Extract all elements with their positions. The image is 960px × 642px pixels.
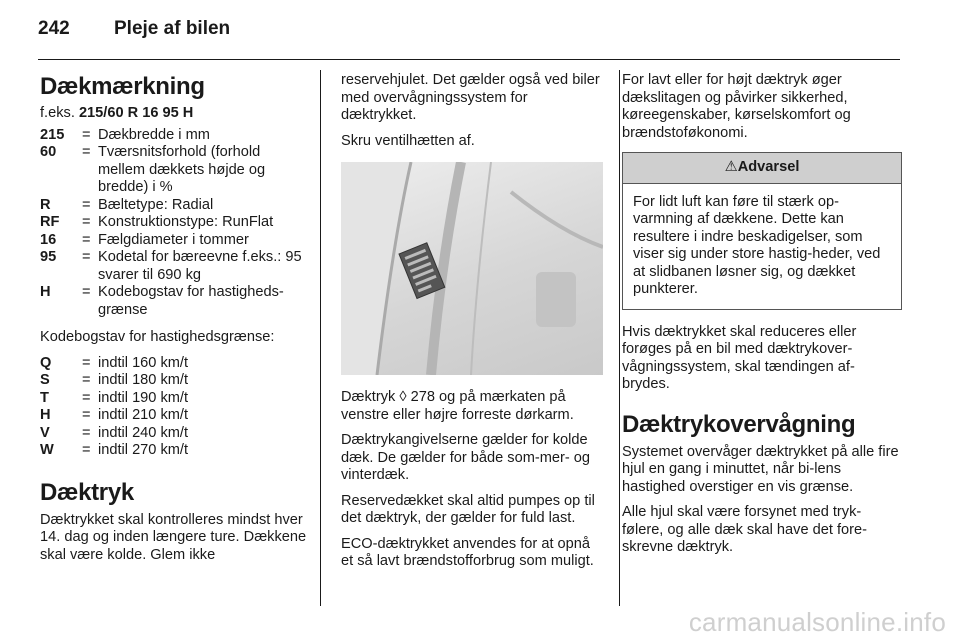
definition-key: Q: [40, 354, 52, 371]
speed-code-row: [40, 355, 308, 373]
speed-code-row: [40, 372, 308, 390]
definition-equals: =: [82, 231, 91, 248]
warning-text: For lidt luft kan føre til stærk op-varmning af dækkene. Dette kan resultere i indre beskadigelser, som viser sig under store hastig-heder, ved at slidbanen løsner sig, og dækket punkterer.: [633, 193, 881, 297]
ignition-off-text: Hvis dæktrykket skal reduceres eller forøges på en bil med dæktrykover-vågningssystem, skal tændingen af-brydes.: [622, 323, 857, 392]
definition-value: indtil 190 km/t: [98, 389, 189, 406]
speed-code-row: [40, 425, 308, 443]
eco-pressure-text: ECO-dæktrykket anvendes for at opnå et så lavt brændstofforbrug som muligt.: [341, 535, 594, 569]
pressure-ref-suffix: 278 og på mærkaten på venstre eller højre forreste dørkarm.: [341, 389, 574, 423]
definition-value: indtil 160 km/t: [98, 354, 189, 371]
definition-equals: =: [82, 372, 91, 388]
tire-code-example: [40, 105, 308, 123]
marking-definition-row: [40, 197, 308, 215]
speed-code-definitions: [40, 355, 308, 460]
definition-key: H: [40, 284, 51, 300]
warning-triangle-icon: ⚠: [724, 159, 738, 175]
cold-tire-text: Dæktrykangivelserne gælder for kolde dæk. De gælder for både som-mer- og vinterdæk.: [341, 432, 591, 483]
definition-value: Tværsnitsforhold (forhold mellem dækkets højde og bredde) i %: [98, 144, 266, 195]
door-frame-illustration: [341, 162, 603, 375]
marking-definition-row: [40, 249, 308, 284]
tire-pressure-text: Dæktrykket skal kontrolleres mindst hver 14. dag og inden længere ture. Dækkene skal være kolde. Glem ikke: [40, 511, 307, 563]
pressure-ref-prefix: Dæktryk: [341, 389, 400, 405]
example-prefix: f.eks.: [40, 105, 79, 121]
valve-cap-text: Skru ventilhætten af.: [341, 132, 475, 149]
speed-code-row: [40, 407, 308, 425]
marking-definition-row: [40, 144, 308, 197]
tire-monitoring-heading: Dæktrykovervågning: [622, 410, 856, 438]
definition-key: 215: [40, 126, 65, 143]
tire-marking-heading: Dækmærkning: [40, 73, 205, 100]
definition-equals: =: [82, 284, 91, 300]
definition-key: 60: [40, 144, 57, 160]
warning-header: [623, 153, 901, 184]
definition-value: indtil 240 km/t: [98, 424, 189, 441]
spare-wheel-text: reservehjulet. Det gælder også ved biler med overvågningssystem for dæktrykket.: [341, 72, 600, 123]
example-code: 215/60 R 16 95 H: [78, 105, 194, 121]
tire-marking-definitions: [40, 127, 308, 320]
speed-code-row: [40, 442, 308, 460]
column-1: [40, 72, 308, 572]
page-reference-icon: ◊: [399, 389, 407, 405]
definition-value: Kodetal for bæreevne f.eks.: 95 svarer til 690 kg: [98, 249, 302, 283]
definition-value: Fælgdiameter i tommer: [98, 231, 249, 248]
marking-definition-row: [40, 232, 308, 250]
definition-equals: =: [82, 249, 91, 265]
definition-value: Kodebogstav for hastigheds-grænse: [98, 284, 284, 318]
definition-key: RF: [40, 214, 60, 230]
definition-key: V: [40, 424, 50, 441]
watermark: carmanualsonline.info: [688, 607, 946, 637]
header-rule: [38, 59, 900, 60]
definition-key: T: [40, 389, 49, 406]
speed-code-row: [40, 390, 308, 408]
column-2: [341, 72, 603, 579]
column-divider-2: [619, 70, 620, 606]
speed-code-intro: Kodebogstav for hastighedsgrænse:: [40, 329, 275, 345]
definition-key: 95: [40, 249, 57, 265]
warning-title: Advarsel: [737, 159, 800, 175]
definition-equals: =: [82, 354, 91, 371]
pressure-sensor-text: Alle hjul skal være forsynet med tryk-følere, og alle dæk skal have det fore-skrevne dæktryk.: [622, 504, 867, 555]
definition-value: Dækbredde i mm: [98, 126, 210, 143]
column-3: [622, 72, 902, 565]
monitoring-description: Systemet overvåger dæktrykket på alle fire hjul en gang i minuttet, når bi-lens hastighed overstiger en vis grænse.: [622, 443, 899, 495]
definition-equals: =: [82, 126, 91, 143]
definition-value: indtil 180 km/t: [98, 372, 189, 388]
definition-value: Konstruktionstype: RunFlat: [98, 214, 274, 230]
chapter-title: Pleje af bilen: [114, 18, 231, 39]
definition-value: Bæltetype: Radial: [98, 196, 214, 213]
definition-key: H: [40, 407, 51, 423]
definition-equals: =: [82, 144, 91, 160]
definition-equals: =: [82, 424, 91, 441]
marking-definition-row: [40, 214, 308, 232]
page-number: 242: [38, 18, 70, 39]
definition-key: 16: [40, 231, 57, 248]
definition-key: W: [40, 442, 54, 458]
pressure-effects-text: For lavt eller for højt dæktryk øger dækslitagen og påvirker sikkerhed, køreegenskaber, kørselskomfort og brændstoføkonomi.: [622, 72, 851, 141]
definition-equals: =: [82, 196, 91, 213]
marking-definition-row: [40, 127, 308, 145]
definition-equals: =: [82, 389, 91, 406]
marking-definition-row: [40, 284, 308, 319]
definition-key: R: [40, 196, 51, 213]
definition-value: indtil 270 km/t: [98, 442, 189, 458]
tire-pressure-heading: Dæktryk: [40, 478, 134, 506]
definition-key: S: [40, 372, 50, 388]
door-frame-label-photo: [341, 162, 603, 375]
definition-equals: =: [82, 407, 91, 423]
pressure-reference-text: [341, 389, 603, 424]
spare-tire-pressure-text: Reservedækket skal altid pumpes op til det dæktryk, der gælder for fuld last.: [341, 492, 595, 526]
column-divider-1: [320, 70, 321, 606]
definition-equals: =: [82, 214, 91, 230]
warning-box: [622, 152, 902, 310]
definition-value: indtil 210 km/t: [98, 407, 189, 423]
definition-equals: =: [82, 442, 91, 458]
